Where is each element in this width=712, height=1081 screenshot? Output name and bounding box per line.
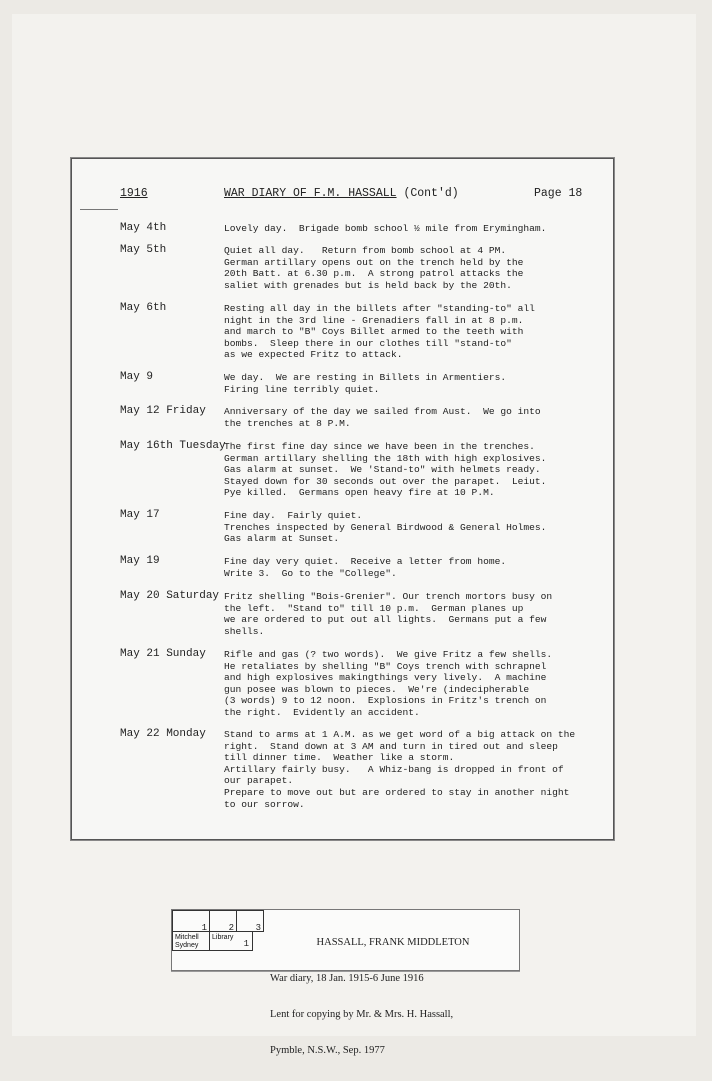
entry-date: May 20 Saturday [120, 590, 220, 602]
label-cell: 2 [209, 910, 237, 932]
entry-text: Quiet all day. Return from bomb school at 4 PM. German artillary opens out on the trench held by the 20th Batt. at 6.30 p.m. A strong patrol attacks the saliet with grenades but is held back by the 20th. [224, 245, 524, 291]
entry-date: May 16th Tuesday [120, 440, 226, 452]
label-cell: 3 [236, 910, 264, 932]
entry-date: May 12 Friday [120, 405, 206, 417]
label-number-grid [172, 910, 266, 968]
entry-text: The first fine day since we have been in the trenches. German artillary shelling the 18th with high explosives. Gas alarm at sunset. We 'Stand-to" with helmets ready. Stayed down for 30 seconds out over the parapet. Leiut. Pye killed. Germans open heavy fire at 10 P.M. [224, 441, 547, 499]
label-line: War diary, 18 Jan. 1915-6 June 1916 [270, 973, 424, 984]
library-name-line: Mitchell [175, 934, 199, 941]
entry-date: May 5th [120, 244, 167, 256]
entry-text: Lovely day. Brigade bomb school ½ mile from Erymingham. [224, 223, 547, 234]
label-cell [172, 931, 210, 951]
label-line: Lent for copying by Mr. & Mrs. H. Hassall, [270, 1009, 454, 1020]
label-cell: 1 [172, 910, 210, 932]
library-city-line: Sydney [175, 942, 199, 949]
page-number: Page 18 [534, 187, 583, 200]
label-cell [209, 931, 253, 951]
entry-date: May 6th [120, 302, 167, 314]
entry-date: May 9 [120, 371, 154, 383]
label-text-block [270, 913, 516, 1081]
entry-date: May 19 [120, 555, 160, 567]
label-line: Pymble, N.S.W., Sep. 1977 [270, 1045, 385, 1056]
pen-mark [80, 209, 118, 210]
entry-date: May 22 Monday [120, 728, 206, 740]
header-year: 1916 [120, 187, 148, 200]
entry-date: May 21 Sunday [120, 648, 206, 660]
library-word: Library [212, 934, 234, 941]
entry-text: Fine day. Fairly quiet. Trenches inspected by General Birdwood & General Holmes. Gas alarm at Sunset. [224, 510, 547, 545]
entry-text: We day. We are resting in Billets in Armentiers. Firing line terribly quiet. [224, 372, 507, 395]
entry-text: Fritz shelling "Bois-Grenier". Our trench mortors busy on the left. "Stand to" till 10 p.m. German planes up we are ordered to put out all lights. Germans put a few shells. [224, 591, 553, 637]
library-catalogue-label [171, 909, 520, 1056]
entry-text: Anniversary of the day we sailed from Aust. We go into the trenches at 8 P.M. [224, 406, 541, 429]
entry-text: Rifle and gas (? two words). We give Fritz a few shells. He retaliates by shelling "B" Coys trench with schrapnel and high explosives makingthings very lively. A machine gun posee was blown to pieces. We're (indecipherable (3 words) 9 to 12 noon. Explosions in Fritz's trench on the right. Evidently an accident. [224, 649, 553, 718]
entry-text: Fine day very quiet. Receive a letter from home. Write 3. Go to the "College". [224, 556, 507, 579]
entry-text: Resting all day in the billets after "standing-to" all night in the 3rd line - Grenadiers fall in at 8 p.m. and march to "B" Coys Billet armed to the teeth with bombs. Sleep there in our clothes till "stand-to" as we expected Fritz to attack. [224, 303, 535, 361]
entry-date: May 4th [120, 222, 167, 234]
label-title: HASSALL, FRANK MIDDLETON [316, 937, 470, 948]
diary-page [71, 158, 614, 840]
header-title: WAR DIARY OF F.M. HASSALL (Cont'd) [224, 187, 459, 200]
entry-date: May 17 [120, 509, 160, 521]
label-cell-number: 1 [243, 939, 249, 949]
entry-text: Stand to arms at 1 A.M. as we get word of a big attack on the right. Stand down at 3 AM and turn in tired out and sleep till dinner time. Weather like a storm. Artillary fairly busy. A Whiz-bang is dropped in front of our parapet. Prepare to move out but are ordered to stay in another night to our sorrow. [224, 729, 576, 810]
